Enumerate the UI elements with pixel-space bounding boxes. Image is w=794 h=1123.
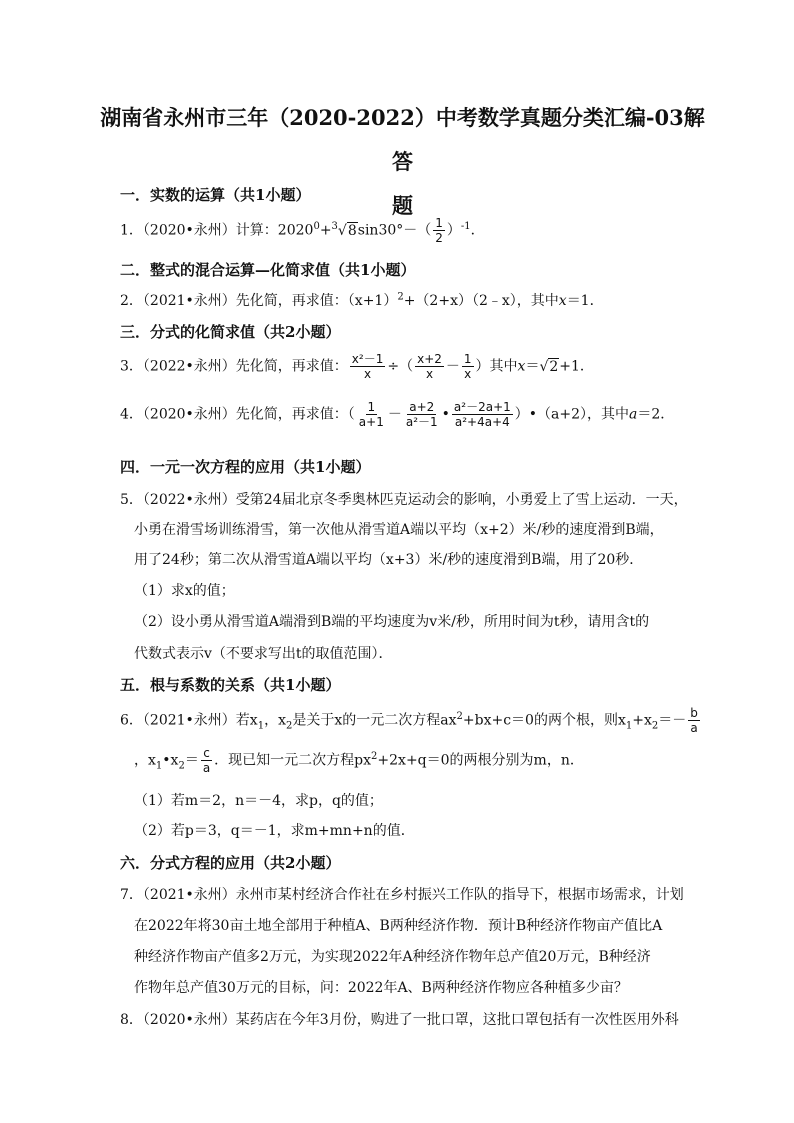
question-2: 2．（2021•永州）先化简，再求值：$(x+1)^2+(2+x)(2﹣x)$，其中x＝1． <box>120 291 604 309</box>
question-7-line-3: 种经济作物亩产值多2万元，为实现2022年A种经济作物年总产值20万元，B种经济 <box>134 949 651 965</box>
cube-root: √8 <box>337 222 357 239</box>
fraction-b-over-a: $\frac{b}{a}$ <box>690 706 698 735</box>
square-root: √2 <box>539 358 559 375</box>
question-5-part-2b: 代数式表示v（不要求写出t的取值范围）． <box>134 646 393 662</box>
section-heading-1: 一．实数的运算（共1小题） <box>120 186 311 204</box>
question-3: 3．（2022•永州）先化简，再求值： $\frac{\text{x²－1}}{x}$ ÷（ $\frac{x+2}{x}$ － $\frac{1}{x}$ ）其中x＝√2+1． <box>120 352 594 381</box>
fraction: $\frac{\text{x²－1}}{x}$ <box>351 352 384 381</box>
fraction: $\frac{a+2}{\text{a²－1}}$ <box>405 400 438 429</box>
section-heading-4: 四．一元一次方程的应用（共1小题） <box>120 458 371 476</box>
section-heading-6: 六．分式方程的应用（共2小题） <box>120 854 341 872</box>
fraction: $\frac{x+2}{x}$ <box>417 352 442 381</box>
question-5-part-2a: （2）设小勇从滑雪道A端滑到B端的平均速度为v米/秒，所用时间为t秒，请用含t的 <box>134 614 650 630</box>
question-6-part-2: （2）若p＝3，q＝－1，求m+mn+n的值． <box>134 823 415 839</box>
question-5-line-1: 5．（2022•永州）受第24届北京冬季奥林匹克运动会的影响，小勇爱上了雪上运动．一天， <box>120 492 688 508</box>
question-5-line-3: 用了24秒；第二次从滑雪道A端以平均（x+3）米/秒的速度滑到B端，用了20秒． <box>134 552 644 568</box>
question-6-line-2: ，$x_1•x_2=$ $\frac{c}{a}$ ．现已知一元二次方程$px^2+2x+q=0$的两根分别为m，n． <box>134 746 584 775</box>
title-line-1: 湖南省永州市三年（2020-2022）中考数学真题分类汇编-03解答 <box>100 105 705 174</box>
fraction: $\frac{1}{a+1}$ <box>358 400 384 429</box>
fraction: $\frac{1}{x}$ <box>463 352 472 381</box>
question-6-part-1: （1）若m＝2，n＝－4，求p，q的值； <box>134 793 383 809</box>
section-heading-2: 二．整式的混合运算—化简求值（共1小题） <box>120 261 416 279</box>
question-1: 1．（2020•永州）计算：$2020^0+^3√8\sin 30^\circ-$（ $\frac{1}{2}$ ）$^{-1}$． <box>120 216 485 245</box>
document-title <box>95 96 710 228</box>
question-5-line-2: 小勇在滑雪场训练滑雪，第一次他从滑雪道A端以平均（x+2）米/秒的速度滑到B端， <box>134 522 664 538</box>
section-heading-3: 三．分式的化简求值（共2小题） <box>120 323 341 341</box>
question-4: 4．（2020•永州）先化简，再求值：（ $\frac{1}{a+1}$ － $\frac{a+2}{\text{a²－1}}$ • $\frac{\text{a²－2a+1}}{\text{a²+4a+4}}$ ）•（a+2），其中a＝2． <box>120 400 675 429</box>
question-6-line-1: 6．（2021•永州）若$x_1$，$x_2$是关于x的一元二次方程$ax^2+bx+c=0$的两个根，则$x_1+x_2=-$ $\frac{b}{a}$ <box>120 706 698 735</box>
question-8-line-1: 8．（2020•永州）某药店在今年3月份，购进了一批口罩，这批口罩包括有一次性医用外科 <box>120 1012 679 1028</box>
question-5-part-1: （1）求x的值； <box>134 583 235 599</box>
fraction: $\frac{\text{a²－2a+1}}{\text{a²+4a+4}}$ <box>453 400 511 429</box>
fraction-c-over-a: $\frac{c}{a}$ <box>202 746 211 775</box>
question-7-line-2: 在2022年将30亩土地全部用于种植A、B两种经济作物．预计B种经济作物亩产值比A <box>134 918 663 934</box>
question-7-line-1: 7．（2021•永州）永州市某村经济合作社在乡村振兴工作队的指导下，根据市场需求，计划 <box>120 887 684 903</box>
section-heading-5: 五．根与系数的关系（共1小题） <box>120 676 341 694</box>
title-line-2: 题 <box>392 193 413 218</box>
question-7-line-4: 作物年总产值30万元的目标，问：2022年A、B两种经济作物应各种植多少亩？ <box>134 980 628 996</box>
fraction-one-half: $\frac{1}{2}$ <box>435 216 443 245</box>
